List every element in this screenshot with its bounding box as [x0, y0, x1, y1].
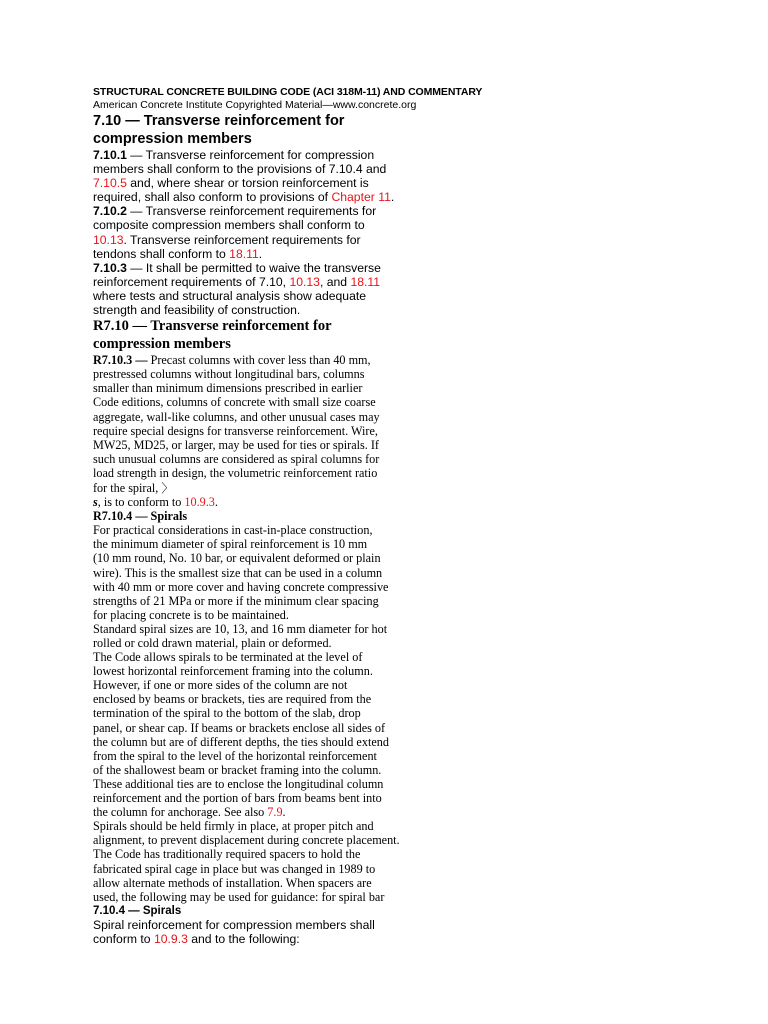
paragraph-7-10-1: 7.10.1 — Transverse reinforcement for compression members shall conform to the provisions of 7.10.4 and 7.10.5 and, where shear or torsion reinforcement is required, shall also conform to provisions of Chapter 11. [93, 148, 395, 205]
document-page [93, 86, 483, 946]
cross-reference-link[interactable]: 18.11 [350, 274, 381, 289]
cross-reference-link[interactable]: 7.9 [267, 805, 283, 820]
paragraph-7-10-4: Spiral reinforcement for compression members shall conform to 10.9.3 and to the following: [93, 917, 375, 946]
cross-reference-link[interactable]: 7.10.5 [93, 176, 127, 191]
rho-symbol: 〉 [161, 480, 174, 495]
cross-reference-link[interactable]: 10.13 [93, 232, 124, 247]
cross-reference-link[interactable]: 10.9.3 [153, 931, 188, 946]
paragraph-7-10-2: 7.10.2 — Transverse reinforcement requirements for composite compression members shall conform to 10.13. Transverse reinforcement requirements for tendons shall conform to 18.11. [93, 204, 377, 261]
cross-reference-link[interactable]: 10.13 [289, 274, 320, 289]
subscript-s: s [93, 495, 98, 510]
clause-label: 7.10.3 [93, 260, 127, 275]
running-header-copyright: American Concrete Institute Copyrighted Material—www.concrete.org [93, 99, 417, 111]
commentary-r7-10-4: R7.10.4 — Spirals For practical considerations in cast-in-place construction, the minimum diameter of spiral reinforcement is 10 mm (10 mm round, No. 10 bar, or equivalent deformed or plain wire). This is the smallest size that can be used in a column with 40 mm or more cover and having concrete compressive strengths of 21 MPa or more if the minimum clear spacing for placing concrete is to be maintained. Standard spiral sizes are 10, 13, and 16 mm diameter for hot rolled or cold drawn material, plain or deformed. The Code allows spirals to be terminated at the level of lowest horizontal reinforcement framing into the column. However, if one or more sides of the column are not enclosed by beams or brackets, ties are required from the termination of the spiral to the bottom of the slab, drop panel, or shear cap. If beams or brackets enclose all sides of the column but are of different depths, the ties should extend from the spiral to the level of the horizontal reinforcement of the shallowest beam or bracket framing into the column. These additional ties are to enclose the longitudinal column reinforcement and the portion of bars from beams bent into the column for anchorage. See also 7.9. Spirals should be held firmly in place, at proper pitch and alignment, to prevent displacement during concrete placement. The Code has traditionally required spacers to hold the fabricated spiral cage in place but was changed in 1989 to allow alternate methods of installation. When spacers are used, the following may be used for guidance: for spiral bar [93, 509, 433, 904]
cross-reference-link[interactable]: Chapter 11 [331, 190, 391, 205]
section-7-10-heading: 7.10 — Transverse reinforcement for compression members [93, 113, 345, 147]
clause-label: 7.10.2 [93, 204, 127, 219]
commentary-r7-10-4-heading: R7.10.4 — Spirals [93, 509, 188, 524]
cross-reference-link[interactable]: 10.9.3 [184, 495, 215, 510]
commentary-r7-10-3: R7.10.3 — Precast columns with cover less than 40 mm, prestressed columns without longitudinal bars, columns smaller than minimum dimensions prescribed in earlier Code editions, columns of concrete with small size coarse aggregate, wall-like columns, and other unusual cases may require special designs for transverse reinforcement. Wire, MW25, MD25, or larger, may be used for ties or spirals. If such unusual columns are considered as spiral columns for load strength in design, the volumetric reinforcement ratio for the spiral, 〉 s, is to conform to 10.9.3. [93, 353, 380, 510]
clause-label: R7.10.3 — [93, 353, 148, 368]
cross-reference-link[interactable]: 18.11 [229, 246, 259, 261]
paragraph-7-10-3: 7.10.3 — It shall be permitted to waive the transverse reinforcement requirements of 7.10, 10.13, and 18.11 where tests and structural analysis show adequate strength and feasibility of construction. [93, 260, 381, 318]
running-header-title: STRUCTURAL CONCRETE BUILDING CODE (ACI 318M-11) AND COMMENTARY [93, 86, 483, 98]
section-7-10-4-heading: 7.10.4 — Spirals [93, 904, 182, 917]
commentary-r7-10-heading: R7.10 — Transverse reinforcement for compression members [93, 318, 332, 352]
clause-label: 7.10.1 [93, 148, 127, 162]
